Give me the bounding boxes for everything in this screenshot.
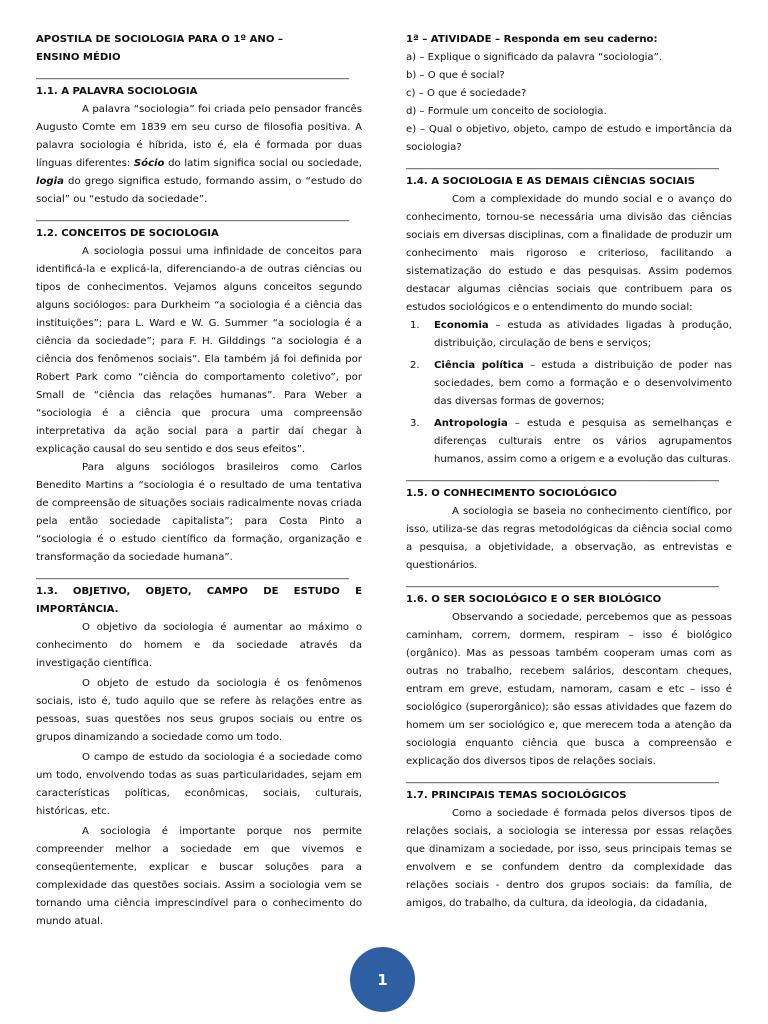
page-number-badge: 1: [350, 947, 415, 1012]
section-1-5: [406, 485, 732, 575]
section-1-2: [36, 225, 362, 567]
paragraph: Com a complexidade do mundo social e o avanço do conhecimento, tornou-se necessária uma divisão das ciências sociais em diversas disciplinas, com a finalidade de produzir um conhecimento mais rigoroso e criterioso, facilitando a sistematização do estudo e das pesquisas. Assim podemos destacar algumas ciências sociais que contribuem para os estudos sociológicos e o entendimento do mundo social:: [406, 194, 732, 313]
paragraph: Para alguns sociólogos brasileiros como Carlos Benedito Martins a “sociologia é o resultado de uma tentativa de compreensão de situações sociais radicalmente novas criada pela então sociedade capitalista”; para Costa Pinto a “sociologia é o estudo científico da formação, organização e transformação da sociedade humana”.: [36, 462, 362, 563]
paragraph: Como a sociedade é formada pelos diversos tipos de relações sociais, a sociologia se interessa por essas relações que dinamizam a sociedade, por isso, seus principais temas se envolvem e se confundem dentro da complexidade das relações sociais - dentro dos grupos sociais: da família, de amigos, do trabalho, da cultura, da ideologia, da cidadania,: [406, 808, 732, 909]
section-heading: 1.4. A SOCIOLOGIA E AS DEMAIS CIÊNCIAS SOCIAIS: [406, 176, 695, 187]
question-e: e) – Qual o objetivo, objeto, campo de estudo e importância da sociologia?: [406, 124, 732, 153]
section-heading: 1.2. CONCEITOS DE SOCIOLOGIA: [36, 228, 219, 239]
separator: ______________________________________________________________: [406, 471, 719, 482]
social-sciences-list: [406, 317, 732, 469]
paragraph: A sociologia se baseia no conhecimento científico, por isso, utiliza-se das regras metodológicas da ciência social como a pesquisa, a objetividade, a observação, as entrevistas e questionários.: [406, 506, 732, 571]
paragraph: A sociologia é importante porque nos permite compreender melhor a sociedade em que vivemos e conseqüentemente, explicar e buscar soluções para a complexidade das questões sociais. Assim a sociologia vem se tornando uma ciência imprescindível para o conhecimento do mundo atual.: [36, 826, 362, 927]
document-title-line2: ENSINO MÉDIO: [36, 52, 121, 63]
separator: ______________________________________________________________: [36, 211, 349, 222]
list-item: 3. Antropologia – estuda e pesquisa as semelhanças e diferenças culturais entre os vários agrupamentos humanos, assim como a origem e a evolução das culturas.: [410, 418, 732, 465]
activity-heading: 1ª – ATIVIDADE – Responda em seu caderno:: [406, 34, 658, 45]
section-heading: 1.5. O CONHECIMENTO SOCIOLÓGICO: [406, 488, 617, 499]
separator: ______________________________________________________________: [406, 159, 719, 170]
section-heading: 1.7. PRINCIPAIS TEMAS SOCIOLÓGICOS: [406, 790, 627, 801]
section-1-7: [406, 787, 732, 913]
separator: ______________________________________________________________: [36, 69, 349, 80]
separator: ______________________________________________________________: [406, 577, 719, 588]
separator: ______________________________________________________________: [406, 773, 719, 784]
section-heading: 1.3. OBJETIVO, OBJETO, CAMPO DE ESTUDO E: [36, 586, 362, 597]
paragraph: Observando a sociedade, percebemos que as pessoas caminham, correm, dormem, respiram – isso é biológico (orgânico). Mas as pessoas também cooperam umas com as outras no trabalho, recebem salários, descontam cheques, entram em greve, estudam, namoram, casam e etc – isso é sociológico (superorgânico); são essas atividades que fazem do homem um ser sociológico e, que merecem toda a atenção da sociologia enquanto ciência que busca a compreensão e explicação dos diversos tipos de relações sociais.: [406, 612, 732, 767]
term-socio: Sócio: [133, 158, 165, 169]
activity-1: [406, 31, 732, 157]
section-1-3: [36, 583, 362, 931]
list-item: 2. Ciência política – estuda a distribuição de poder nas sociedades, bem como a formação e o desenvolvimento das diversas formas de governos;: [410, 360, 732, 407]
left-column: [36, 31, 362, 931]
paragraph: O campo de estudo da sociologia é a sociedade como um todo, envolvendo todas as suas particularidades, sejam em características políticas, econômicas, sociais, culturais, históricas, etc.: [36, 752, 362, 817]
question-b: b) – O que é social?: [406, 70, 505, 81]
question-c: c) – O que é sociedade?: [406, 88, 527, 99]
paragraph: O objeto de estudo da sociologia é os fenômenos sociais, isto é, tudo aquilo que se refere às relações entre as pessoas, suas questões nos seus grupos sociais ou entre os grupos dinamizando a sociedade como um todo.: [36, 678, 362, 743]
right-column: [406, 31, 732, 913]
section-1-6: [406, 591, 732, 771]
separator: ______________________________________________________________: [36, 569, 349, 580]
paragraph: A sociologia possui uma infinidade de conceitos para identificá-la e explicá-la, diferenciando-a de outras ciências ou tipos de conhecimentos. Vejamos alguns conceitos segundo alguns sociólogos: para Durkheim “a sociologia é a ciência das instituições”; para L. Ward e W. G. Summer “a sociologia é a ciência da sociedade”; para F. H. Gilddings “a sociologia é a ciência dos fenômenos sociais”. Ela também já foi definida por Robert Park como “ciência do comportamento coletivo”, por Small de “ciência das relações humanas”. Para Weber a “sociologia é a ciência que procura uma compreensão interpretativa da ação social para a partir daí chegar à explicação causal do seu sentido e dos seus efeitos”.: [36, 246, 362, 455]
paragraph: A palavra “sociologia” foi criada pelo pensador francês Augusto Comte em 1839 em seu curso de filosofia positiva. A palavra sociologia é híbrida, isto é, ela é formada por duas línguas diferentes: Sócio do latim significa social ou sociedade, logia do grego significa estudo, formando assim, o “estudo do social” ou “estudo da sociedade”.: [36, 104, 362, 205]
term-logia: logia: [36, 176, 64, 187]
section-1-4: [406, 173, 732, 469]
document-title-line1: APOSTILA DE SOCIOLOGIA PARA O 1º ANO –: [36, 34, 283, 45]
section-1-1: [36, 83, 362, 209]
question-a: a) – Explique o significado da palavra “sociologia”.: [406, 52, 663, 63]
section-heading-cont: IMPORTÂNCIA.: [36, 604, 119, 615]
paragraph: O objetivo da sociologia é aumentar ao máximo o conhecimento do homem e da sociedade através da investigação científica.: [36, 622, 362, 669]
list-item: 1. Economia – estuda as atividades ligadas à produção, distribuição, circulação de bens e serviços;: [410, 320, 732, 349]
question-d: d) – Formule um conceito de sociologia.: [406, 106, 607, 117]
section-heading: 1.1. A PALAVRA SOCIOLOGIA: [36, 86, 198, 97]
section-heading: 1.6. O SER SOCIOLÓGICO E O SER BIOLÓGICO: [406, 594, 662, 605]
